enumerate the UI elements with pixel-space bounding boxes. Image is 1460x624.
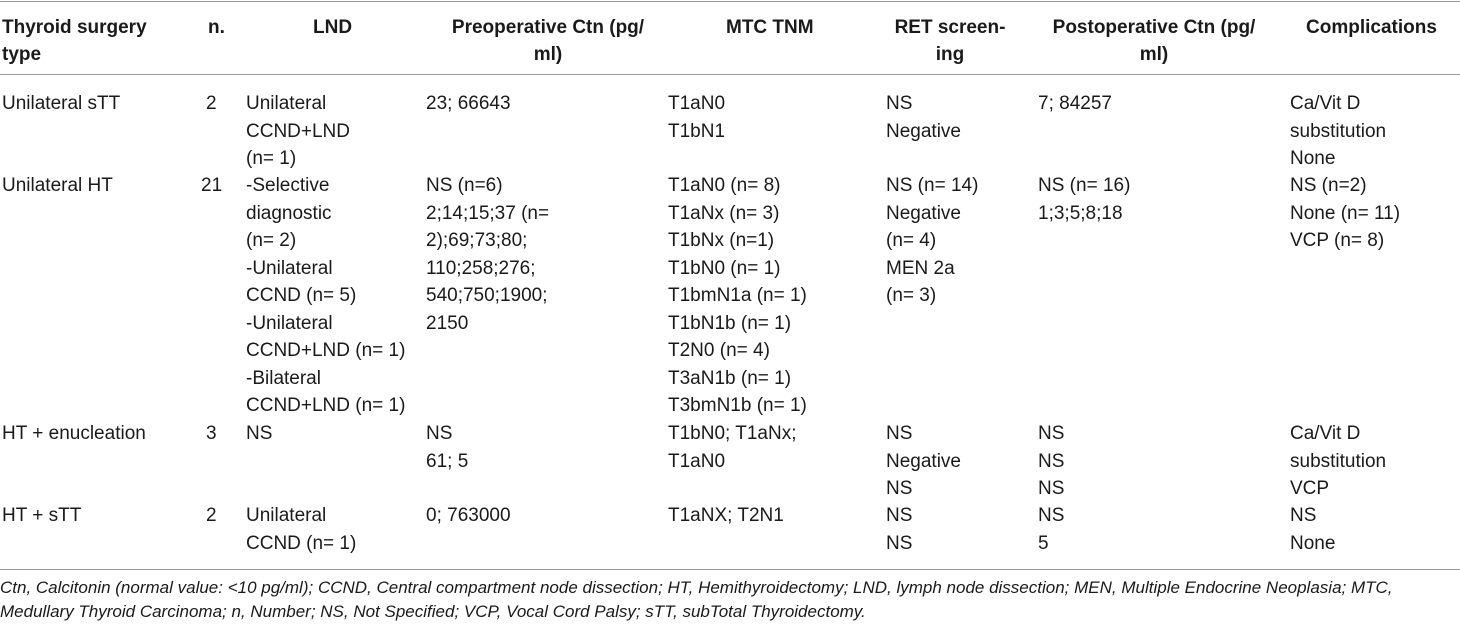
cell-postoperative-ctn: NS 5 [1038,505,1065,554]
cell-complications: NS None [1290,505,1336,554]
cell-preoperative-ctn: 23; 66643 [426,93,511,114]
cell-complications: Ca/Vit D substitution None [1290,93,1387,169]
cell-postoperative-ctn: 7; 84257 [1038,93,1112,114]
cell-n: 2 [206,505,217,526]
header-ret-screening: RET screen- ing [894,17,1006,65]
cell-ret-screening: NS NS [886,505,913,554]
header-complications: Complications [1306,17,1437,38]
cell-preoperative-ctn: NS 61; 5 [426,423,469,472]
cell-surgery-type: HT + enucleation [2,423,146,444]
cell-mtc-tnm: T1aN0 (n= 8) T1aNx (n= 3) T1bNx (n=1) T1bN0 (n= 1) T1bmN1a (n= 1) T1bN1b (n= 1) T2N0 (n= 4) T3aN1b (n= 1) T3bmN1b (n= 1) [668,175,807,416]
cell-ret-screening: NS (n= 14) Negative (n= 4) MEN 2a (n= 3) [886,175,979,306]
cell-surgery-type: Unilateral sTT [2,93,121,114]
cell-preoperative-ctn: 0; 763000 [426,505,511,526]
header-rule [0,74,1460,75]
cell-postoperative-ctn: NS (n= 16) 1;3;5;8;18 [1038,175,1131,224]
cell-surgery-type: HT + sTT [2,505,82,526]
cell-lnd: NS [246,423,273,444]
cell-mtc-tnm: T1aNX; T2N1 [668,505,784,526]
cell-n: 21 [201,175,223,196]
cell-n: 3 [206,423,217,444]
cell-n: 2 [206,93,217,114]
header-n: n. [208,17,225,38]
cell-lnd: Unilateral CCND+LND (n= 1) [246,93,350,169]
cell-surgery-type: Unilateral HT [2,175,113,196]
table-top-rule [0,1,1460,2]
cell-mtc-tnm: T1aN0 T1bN1 [668,93,726,142]
header-surgery-type: Thyroid surgery type [2,17,147,65]
table-bottom-rule [0,569,1460,570]
header-postoperative-ctn: Postoperative Ctn (pg/ ml) [1052,17,1256,65]
cell-lnd: -Selective diagnostic (n= 2) -Unilateral CCND (n= 5) -Unilateral CCND+LND (n= 1) -Bilateral CCND+LND (n= 1) [246,175,406,416]
header-mtc-tnm: MTC TNM [726,17,814,38]
header-lnd: LND [313,17,353,38]
table-footnote: Ctn, Calcitonin (normal value: <10 pg/ml); CCND, Central compartment node dissection; HT, Hemithyroidectomy; LND, lymph node dissection; MEN, Multiple Endocrine Neoplasia; MTC, Medullary Thyroid Carcinoma; n, Number; NS, Not Specified; VCP, Vocal Cord Palsy; sTT, subTotal Thyroidectomy. [0,578,1393,621]
cell-complications: NS (n=2) None (n= 11) VCP (n= 8) [1290,175,1401,251]
cell-postoperative-ctn: NS NS NS [1038,423,1065,499]
cell-lnd: Unilateral CCND (n= 1) [246,505,357,554]
cell-complications: Ca/Vit D substitution VCP [1290,423,1387,499]
cell-ret-screening: NS Negative [886,93,961,142]
cell-ret-screening: NS Negative NS [886,423,961,499]
cell-mtc-tnm: T1bN0; T1aNx; T1aN0 [668,423,797,472]
header-preoperative-ctn: Preoperative Ctn (pg/ ml) [451,17,645,65]
cell-preoperative-ctn: NS (n=6) 2;14;15;37 (n= 2);69;73;80; 110;258;276; 540;750;1900; 2150 [426,175,550,334]
